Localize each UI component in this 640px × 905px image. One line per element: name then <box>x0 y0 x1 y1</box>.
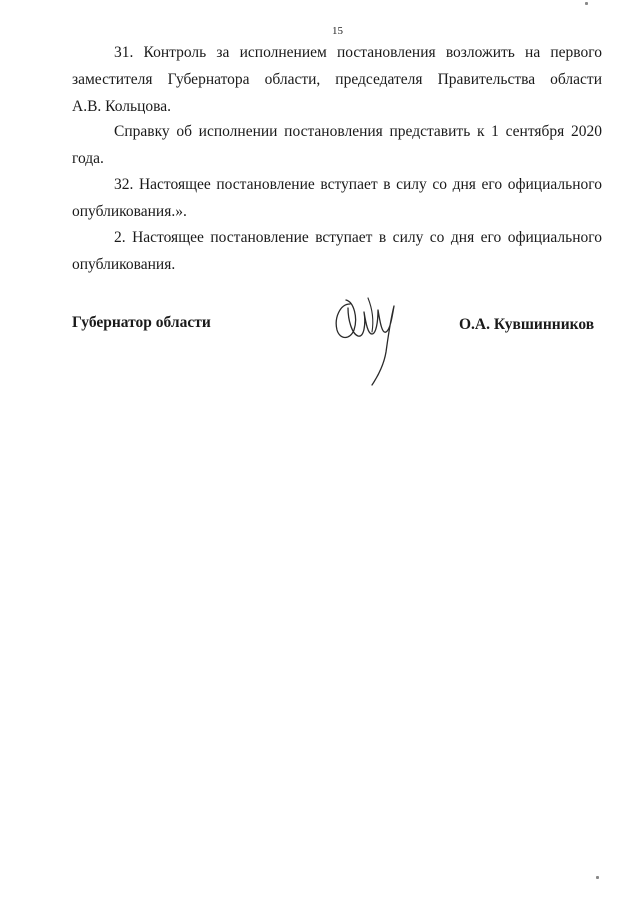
scan-mark <box>585 2 588 5</box>
scan-mark <box>596 876 599 879</box>
paragraph-line: года. <box>72 150 104 167</box>
paragraph-line: опубликования.». <box>72 203 187 220</box>
paragraph-report <box>72 118 602 172</box>
paragraph-line: А.В. Кольцова. <box>72 98 171 115</box>
paragraph-line: 2. Настоящее постановление вступает в силу со дня его официального <box>114 229 602 246</box>
handwritten-signature <box>328 288 408 388</box>
signatory-title: Губернатор области <box>72 314 211 331</box>
paragraph-line: Справку об исполнении постановления представить к 1 сентября 2020 <box>114 123 602 140</box>
paragraph-2 <box>72 224 602 278</box>
paragraph-line: 32. Настоящее постановление вступает в силу со дня его официального <box>114 176 602 193</box>
paragraph-31 <box>72 39 602 120</box>
signatory-name: О.А. Кувшинников <box>459 316 595 333</box>
paragraph-line: опубликования. <box>72 256 176 273</box>
paragraph-line: 31. Контроль за исполнением постановления возложить на первого <box>114 44 602 61</box>
paragraph-32 <box>72 171 602 225</box>
paragraph-line: заместителя Губернатора области, председателя Правительства области <box>72 71 602 88</box>
page-number: 15 <box>332 25 343 37</box>
